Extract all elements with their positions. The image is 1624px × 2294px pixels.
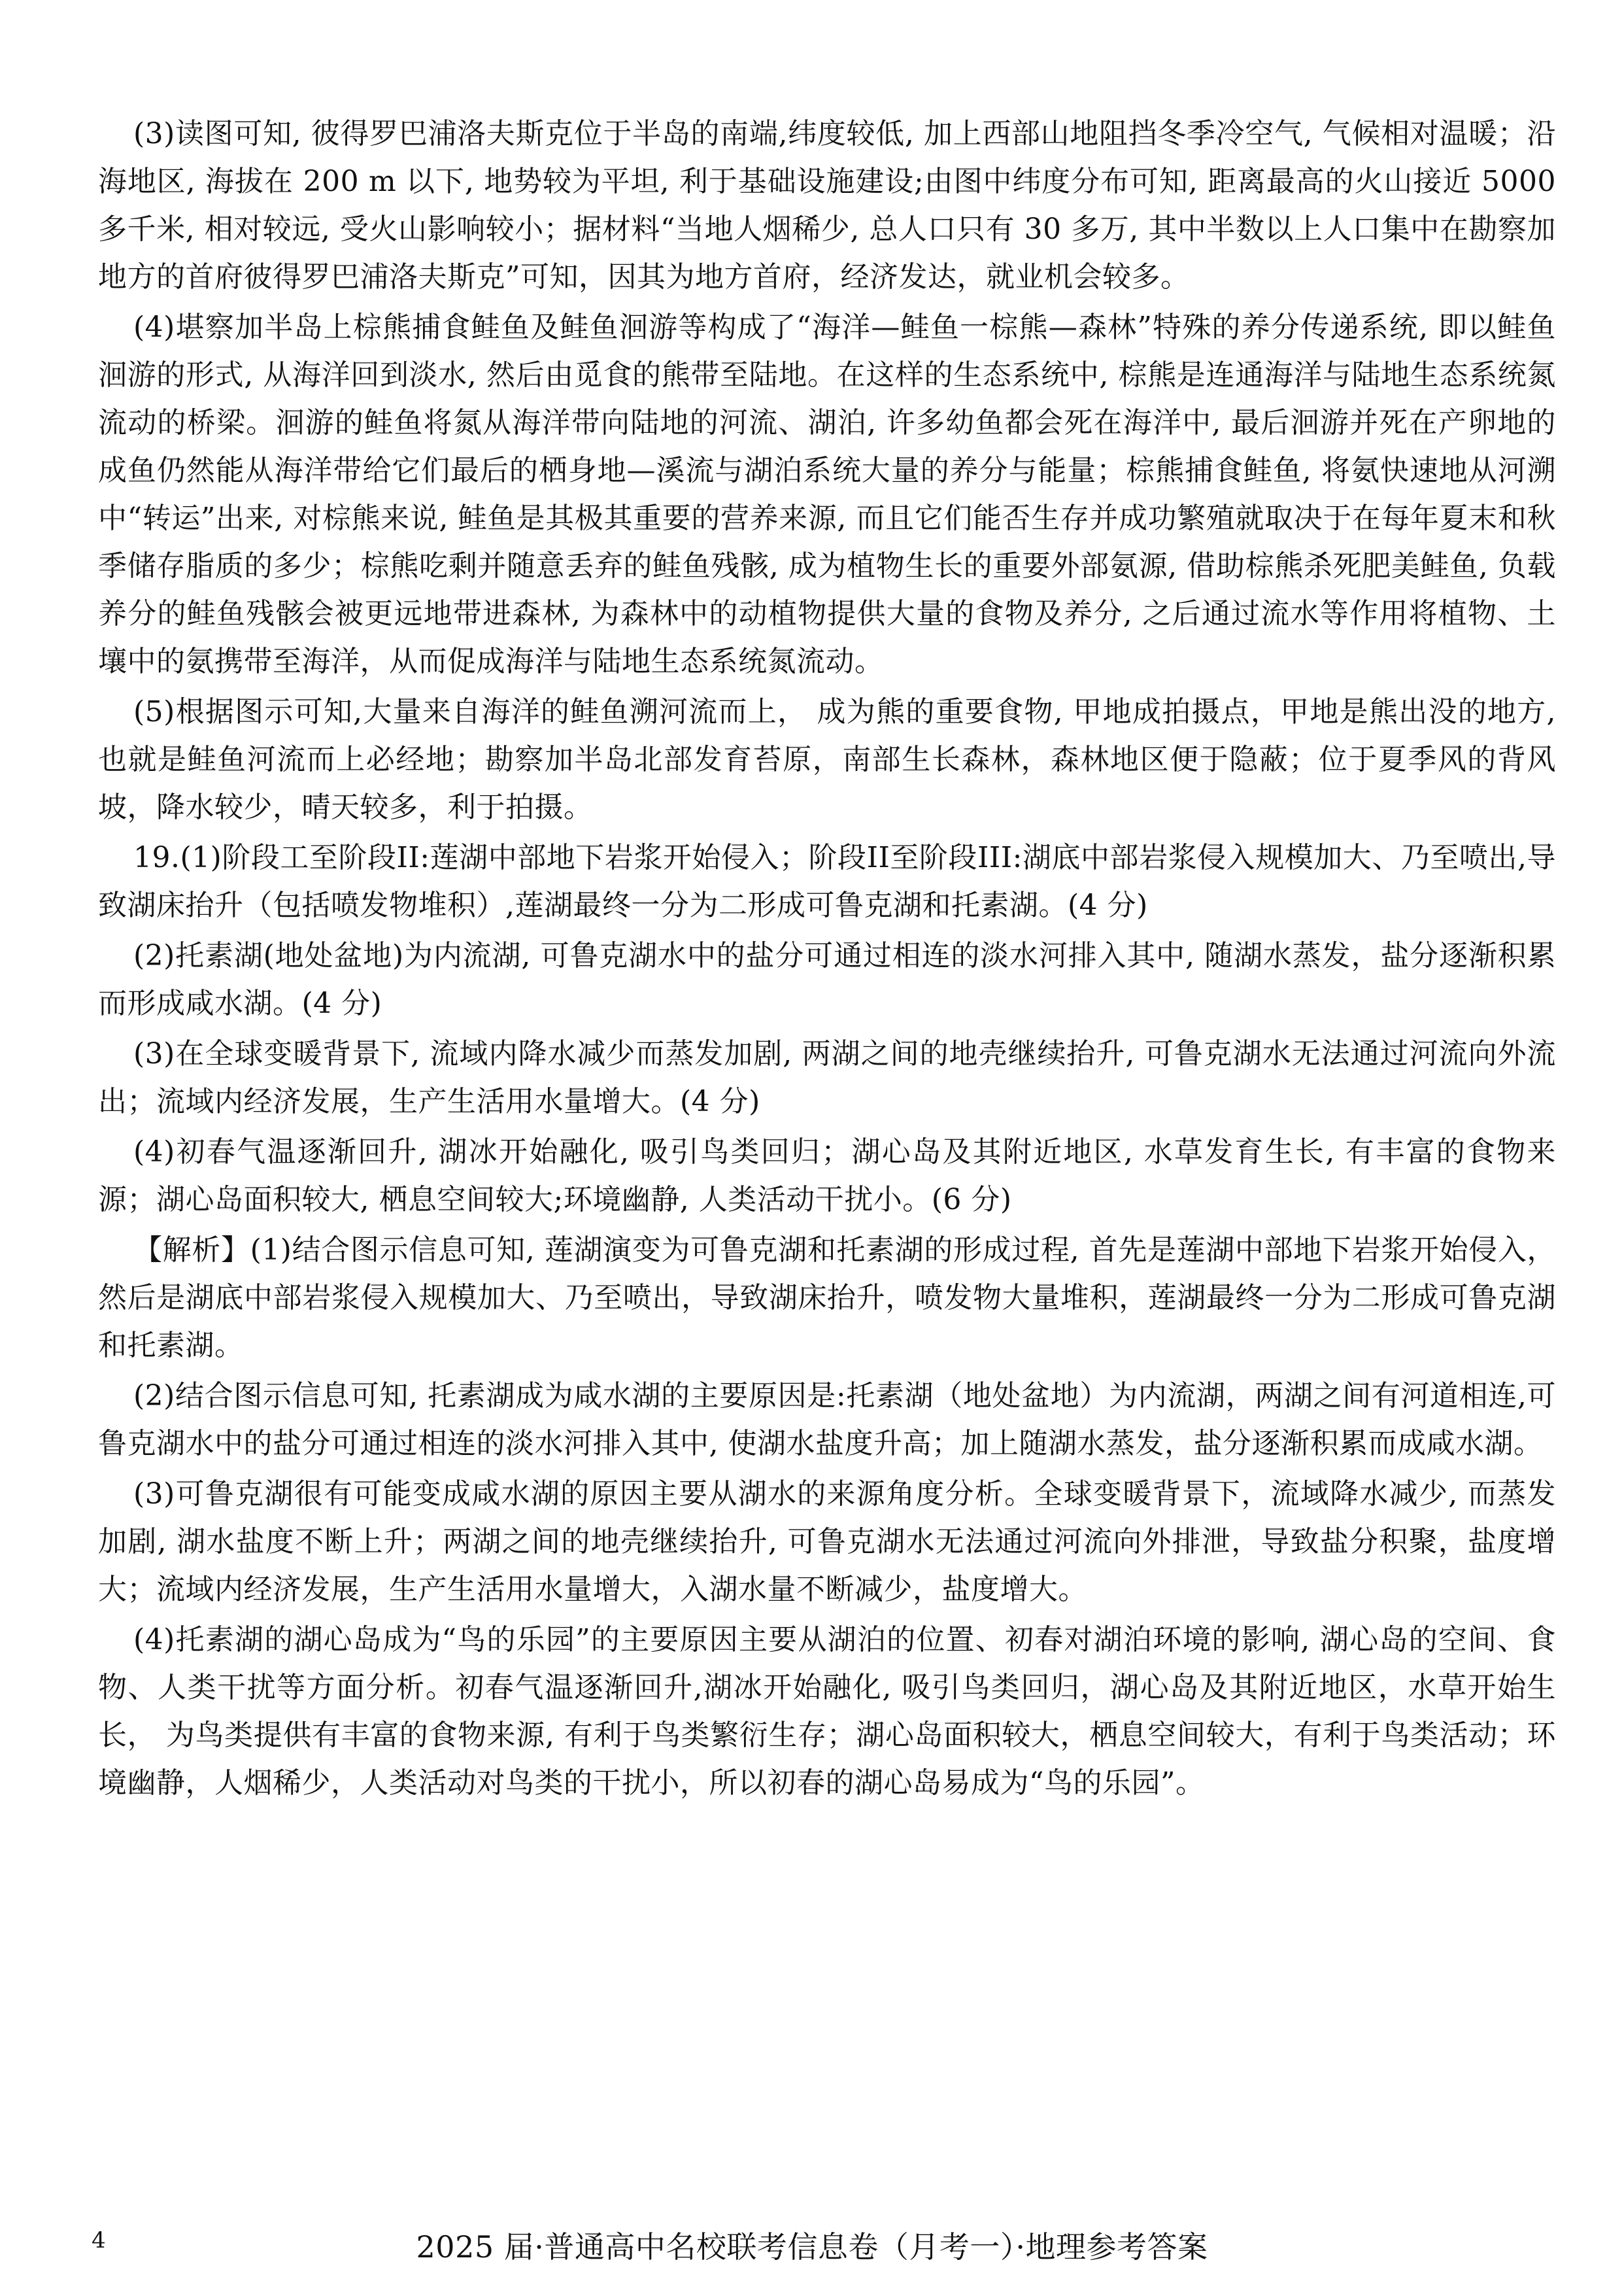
analysis-paragraph: (3)可鲁克湖很有可能变成咸水湖的原因主要从湖水的来源角度分析。全球变暖背景下，流域降水减少, 而蒸发加剧, 湖水盐度不断上升；两湖之间的地壳继续抬升, 可鲁克湖水无法通过河流向外排泄，导致盐分积聚，盐度增大；流域内经济发展，生产生活用水量增大，入湖水量不断减少，盐度增大。 [98, 1477, 1556, 1606]
answer-paragraph: (3)读图可知, 彼得罗巴浦洛夫斯克位于半岛的南端,纬度较低, 加上西部山地阻挡冬季冷空气, 气候相对温暖；沿海地区, 海拔在 200 m 以下, 地势较为平坦, 利于基础设施建设;由图中纬度分布可知, 距离最高的火山接近 5000 多千米, 相对较远, 受火山影响较小；据材料“当地人烟稀少, 总人口只有 30 多万, 其中半数以上人口集中在勘察加地方的首府彼得罗巴浦洛夫斯克”可知，因其为地方首府，经济发达，就业机会较多。 [98, 117, 1556, 294]
page-number: 4 [92, 2227, 106, 2253]
analysis-paragraph: (2)结合图示信息可知, 托素湖成为咸水湖的主要原因是:托素湖（地处盆地）为内流湖，两湖之间有河道相连,可鲁克湖水中的盐分可通过相连的淡水河排入其中, 使湖水盐度升高；加上随湖水蒸发，盐分逐渐积累而成咸水湖。 [98, 1379, 1556, 1460]
answer-paragraph: (4)初春气温逐渐回升, 湖冰开始融化, 吸引鸟类回归；湖心岛及其附近地区, 水草发育生长, 有丰富的食物来源；湖心岛面积较大, 栖息空间较大;环境幽静, 人类活动干扰小。(6 分) [98, 1135, 1556, 1216]
page-footer [0, 2223, 1624, 2269]
answer-body [98, 110, 1556, 1809]
analysis-paragraph: 【解析】(1)结合图示信息可知, 莲湖演变为可鲁克湖和托素湖的形成过程, 首先是莲湖中部地下岩浆开始侵入，然后是湖底中部岩浆侵入规模加大、乃至喷出，导致湖床抬升，喷发物大量堆积，莲湖最终一分为二形成可鲁克湖和托素湖。 [98, 1233, 1556, 1362]
answer-paragraph: 19.(1)阶段工至阶段II:莲湖中部地下岩浆开始侵入；阶段II至阶段III:湖底中部岩浆侵入规模加大、乃至喷出,导致湖床抬升（包括喷发物堆积）,莲湖最终一分为二形成可鲁克湖和托素湖。(4 分) [98, 841, 1556, 922]
answer-paragraph: (4)堪察加半岛上棕熊捕食鲑鱼及鲑鱼洄游等构成了“海洋—鲑鱼一棕熊—森林”特殊的养分传递系统, 即以鲑鱼洄游的形式, 从海洋回到淡水, 然后由觅食的熊带至陆地。在这样的生态系统中, 棕熊是连通海洋与陆地生态系统氮流动的桥梁。洄游的鲑鱼将氮从海洋带向陆地的河流、湖泊, 许多幼鱼都会死在海洋中, 最后洄游并死在产卵地的成鱼仍然能从海洋带给它们最后的栖身地—溪流与湖泊系统大量的养分与能量；棕熊捕食鲑鱼, 将氨快速地从河溯中“转运”出来, 对棕熊来说, 鲑鱼是其极其重要的营养来源, 而且它们能否生存并成功繁殖就取决于在每年夏末和秋季储存脂质的多少；棕熊吃剩并随意丢弃的鲑鱼残骸, 成为植物生长的重要外部氨源, 借助棕熊杀死肥美鲑鱼, 负载养分的鲑鱼残骸会被更远地带进森林, 为森林中的动植物提供大量的食物及养分, 之后通过流水等作用将植物、土壤中的氨携带至海洋，从而促成海洋与陆地生态系统氮流动。 [98, 311, 1556, 678]
answer-paragraph: (3)在全球变暖背景下, 流域内降水减少而蒸发加剧, 两湖之间的地壳继续抬升, 可鲁克湖水无法通过河流向外流出；流域内经济发展，生产生活用水量增大。(4 分) [98, 1037, 1556, 1118]
footer-title: 2025 届·普通高中名校联考信息卷（月考一）·地理参考答案 [416, 2229, 1208, 2265]
answer-paragraph: (2)托素湖(地处盆地)为内流湖, 可鲁克湖水中的盐分可通过相连的淡水河排入其中, 随湖水蒸发，盐分逐渐积累而形成咸水湖。(4 分) [98, 939, 1556, 1020]
analysis-paragraph: (4)托素湖的湖心岛成为“鸟的乐园”的主要原因主要从湖泊的位置、初春对湖泊环境的影响, 湖心岛的空间、食物、人类干扰等方面分析。初春气温逐渐回升,湖冰开始融化, 吸引鸟类回归，湖心岛及其附近地区，水草开始生长， 为鸟类提供有丰富的食物来源, 有利于鸟类繁衍生存；湖心岛面积较大，栖息空间较大，有利于鸟类活动；环境幽静，人烟稀少，人类活动对鸟类的干扰小，所以初春的湖心岛易成为“鸟的乐园”。 [98, 1623, 1556, 1800]
answer-paragraph: (5)根据图示可知,大量来自海洋的鲑鱼溯河流而上， 成为熊的重要食物, 甲地成拍摄点，甲地是熊出没的地方, 也就是鲑鱼河流而上必经地；勘察加半岛北部发育苔原，南部生长森林，森林地区便于隐蔽；位于夏季风的背风坡，降水较少，晴天较多，利于拍摄。 [98, 695, 1556, 824]
